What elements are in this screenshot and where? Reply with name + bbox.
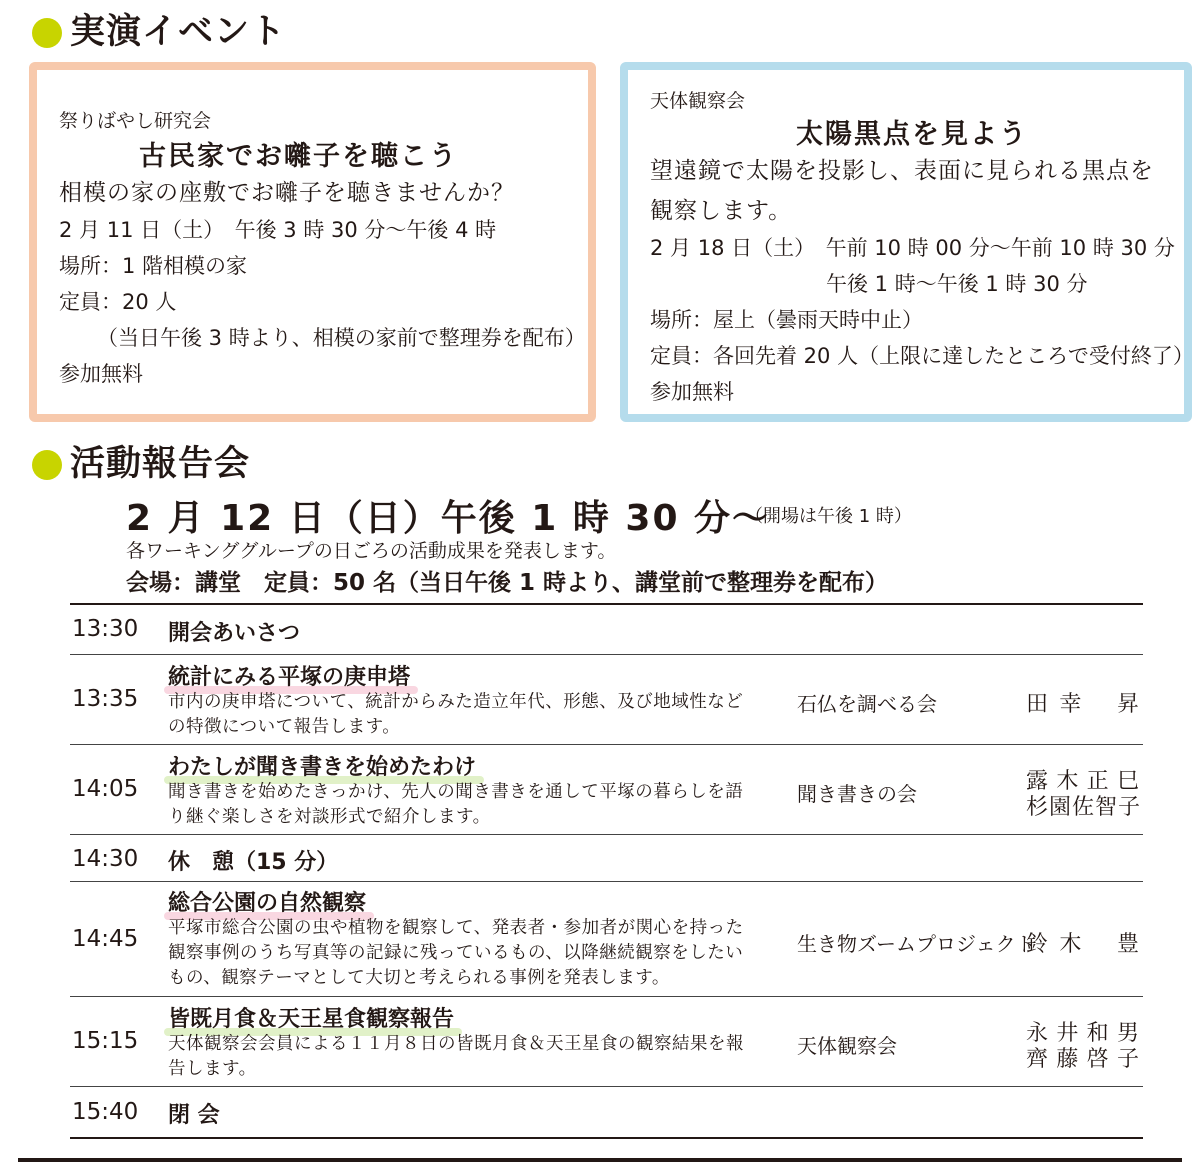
program-time: 15:40	[72, 1099, 139, 1125]
program-org: 石仏を調べる会	[797, 692, 937, 716]
program-description: 天体観察会会員による１１月８日の皆既月食＆天王星食の観察結果を報告します。	[168, 1034, 744, 1079]
section-heading-report: 活動報告会	[70, 444, 251, 484]
section-heading-events: 実演イベント	[70, 12, 287, 52]
presenter-name: 永井和男	[1026, 1021, 1140, 1046]
program-title: わたしが聞き書きを始めたわけ	[168, 750, 476, 781]
program-time: 15:15	[72, 1028, 139, 1054]
program-title: 統計にみる平塚の庚申塔	[168, 660, 410, 691]
table-rule	[70, 834, 1143, 835]
event-fee: 参加無料	[59, 362, 143, 386]
presenter-name: 鈴 木 豊	[1026, 932, 1140, 957]
event-fee: 参加無料	[650, 380, 734, 404]
program-time: 14:05	[72, 776, 139, 802]
table-rule	[70, 654, 1143, 655]
program-title: 休 憩（15 分）	[168, 850, 339, 875]
program-title: 開会あいさつ	[168, 621, 301, 646]
event-capacity-note: （当日午後 3 時より、相模の家前で整理券を配布）	[97, 326, 586, 350]
event-org: 天体観察会	[650, 90, 746, 112]
program-time: 14:30	[72, 846, 139, 872]
table-rule	[70, 881, 1143, 882]
program-time: 13:30	[72, 616, 139, 642]
presenter-name: 田 幸 昇	[1026, 692, 1140, 717]
presenter-name: 齊藤啓子	[1026, 1047, 1140, 1072]
event-capacity: 定員：各回先着 20 人（上限に達したところで受付終了）	[650, 344, 1194, 368]
event-card-sunspot	[620, 62, 1192, 422]
program-org: 生き物ズームプロジェクト	[797, 932, 1036, 956]
event-place: 場所：1 階相模の家	[59, 254, 248, 278]
bullet-dot	[32, 18, 62, 48]
event-date: 2 月 18 日（土） 午前 10 時 00 分〜午前 10 時 30 分	[650, 236, 1175, 260]
bullet-dot	[32, 450, 62, 480]
program-org: 天体観察会	[797, 1034, 897, 1058]
event-date-second: 午後 1 時〜午後 1 時 30 分	[826, 272, 1088, 296]
program-description: 平塚市総合公園の虫や植物を観察して、発表者・参加者が関心を持った観察事例のうち写真等の記録に残っているもの、以降継続観察をしたいもの、観察テーマとして大切と考えられる事例を発表します。	[168, 918, 744, 988]
program-title: 閉 会	[168, 1103, 220, 1128]
table-rule	[70, 996, 1143, 997]
table-top-rule	[70, 603, 1143, 605]
report-venue: 会場：講堂 定員：50 名（当日午後 1 時より、講堂前で整理券を配布）	[126, 570, 889, 596]
program-org: 聞き書きの会	[797, 782, 917, 806]
report-description: 各ワーキンググループの日ごろの活動成果を発表します。	[126, 540, 617, 562]
presenter-name: 露木正巳	[1026, 769, 1140, 794]
table-rule	[70, 1086, 1143, 1087]
event-org: 祭りばやし研究会	[59, 110, 212, 132]
event-capacity: 定員：20 人	[59, 290, 177, 314]
event-lead-line1: 望遠鏡で太陽を投影し、表面に見られる黒点を	[650, 158, 1154, 184]
event-place: 場所：屋上（曇雨天時中止）	[650, 308, 923, 332]
program-title: 皆既月食＆天王星食観察報告	[168, 1002, 454, 1033]
event-title: 古民家でお囃子を聴こう	[139, 141, 458, 172]
event-date: 2 月 11 日（土） 午後 3 時 30 分〜午後 4 時	[59, 218, 497, 242]
event-lead-line2: 観察します。	[650, 198, 793, 224]
report-date-note: （開場は午後 1 時）	[745, 506, 912, 527]
report-date: 2 月 12 日（日）午後 1 時 30 分〜	[126, 498, 771, 539]
event-title: 太陽黒点を見よう	[796, 119, 1028, 150]
page-bottom-bar	[18, 1158, 1182, 1162]
program-time: 14:45	[72, 926, 139, 952]
event-card-ohayashi	[29, 62, 596, 422]
event-lead: 相模の家の座敷でお囃子を聴きませんか？	[59, 180, 515, 206]
program-description: 聞き書きを始めたきっかけ、先人の聞き書きを通して平塚の暮らしを語り継ぐ楽しさを対談形式で紹介します。	[168, 782, 744, 827]
program-title: 総合公園の自然観察	[168, 886, 366, 917]
table-rule	[70, 744, 1143, 745]
program-description: 市内の庚申塔について、統計からみた造立年代、形態、及び地域性などの特徴について報告します。	[168, 692, 744, 737]
presenter-name: 杉園佐智子	[1026, 795, 1142, 820]
program-time: 13:35	[72, 686, 139, 712]
table-bottom-rule	[70, 1137, 1143, 1139]
